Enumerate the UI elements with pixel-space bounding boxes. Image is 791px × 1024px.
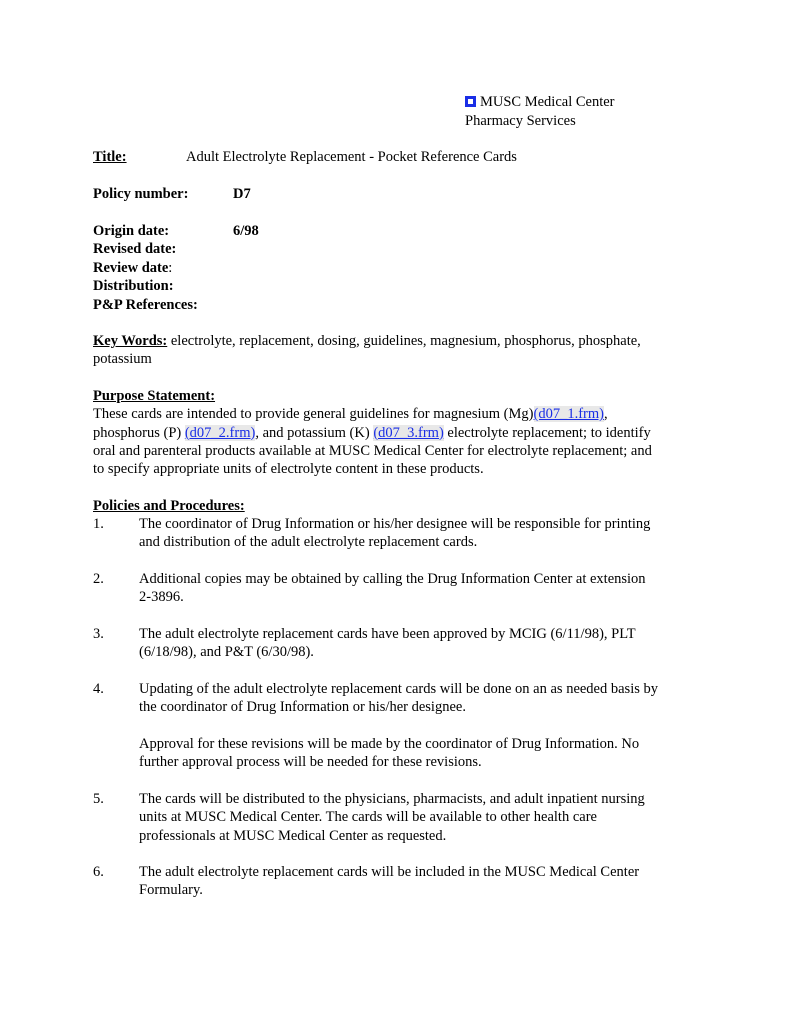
letterhead-org-line [465,93,615,112]
list-item-line: 2-3896. [139,589,184,606]
key-words-line-2: potassium [93,351,152,368]
key-words-label: Key Words: [93,333,168,349]
purpose-line-3: oral and parenteral products available at MUSC Medical Center for electrolyte replacement; and [93,442,652,459]
list-item [93,790,693,845]
list-item [93,515,693,552]
list-item-number: 1. [93,516,104,532]
list-item [93,863,693,900]
list-item-line: Approval for these revisions will be made by the coordinator of Drug Information. No [139,735,640,752]
phosphorus-card-link[interactable]: (d07_2.frm) [184,424,256,441]
policy-number-row [93,185,251,204]
purpose-line-2 [93,424,693,442]
list-item-line: Additional copies may be obtained by calling the Drug Information Center at extension [139,571,646,587]
list-item-line: the coordinator of Drug Information or his/her designee. [139,699,466,716]
org-name: MUSC Medical Center [480,94,615,110]
review-date-colon: : [168,260,173,276]
list-item-number: 5. [93,791,104,807]
origin-date-row [93,222,259,241]
policy-number-label: Policy number: [93,186,189,202]
list-item-text [139,515,692,552]
list-item-text [139,625,692,662]
key-words-section [93,332,693,369]
list-item-text [139,570,692,607]
list-item-number: 4. [93,681,104,697]
list-item-number: 3. [93,626,104,642]
list-item [93,680,693,771]
list-item-line: The adult electrolyte replacement cards will be included in the MUSC Medical Center [139,864,640,880]
key-words-line-1 [93,332,693,350]
letterhead [465,93,615,131]
purpose-line-1 [93,405,693,423]
list-item-line: units at MUSC Medical Center. The cards will be available to other health care [139,809,597,826]
list-item-text [139,790,692,845]
purpose-text: These cards are intended to provide general guidelines for magnesium (Mg) [93,406,534,423]
list-item-line: Formulary. [139,882,203,899]
key-words-text: electrolyte, replacement, dosing, guidelines, magnesium, phosphorus, phosphate, [167,333,641,349]
magnesium-card-link[interactable]: (d07_1.frm) [533,406,604,423]
revised-date-label: Revised date: [93,241,177,257]
list-item-line: and distribution of the adult electrolyte replacement cards. [139,534,478,551]
list-item-text [139,863,692,900]
distribution-label: Distribution: [93,278,174,294]
title-label: Title: [93,149,127,165]
origin-date-value: 6/98 [233,223,259,239]
list-item-line: The cards will be distributed to the physicians, pharmacists, and adult inpatient nursing [139,791,645,807]
list-item [93,570,693,607]
title-row [93,148,517,167]
list-item-text [139,680,692,771]
policy-number-value: D7 [233,186,251,202]
list-item [93,625,693,662]
dept-name: Pharmacy Services [465,113,576,129]
list-item-line: further approval process will be needed for these revisions. [139,754,482,771]
purpose-text: , [603,406,608,423]
purpose-section [93,387,693,478]
list-item-line: professionals at MUSC Medical Center as requested. [139,827,447,844]
musc-logo-icon [465,96,476,107]
pp-references-label: P&P References: [93,297,198,313]
purpose-heading: Purpose Statement: [93,388,216,404]
policies-heading: Policies and Procedures: [93,498,245,514]
origin-date-label: Origin date: [93,223,170,239]
list-item-number: 2. [93,571,104,587]
purpose-text: phosphorus (P) [93,424,185,441]
list-item-line: Updating of the adult electrolyte replacement cards will be done on an as needed basis by [139,681,658,697]
review-date-label: Review date [93,260,169,276]
title-value: Adult Electrolyte Replacement - Pocket Reference Cards [186,149,517,165]
potassium-card-link[interactable]: (d07_3.frm) [373,424,444,441]
list-item-number: 6. [93,864,104,880]
purpose-text: , and potassium (K) [255,424,374,441]
purpose-text: electrolyte replacement; to identify [443,424,651,441]
list-item-line: The adult electrolyte replacement cards have been approved by MCIG (6/11/98), PLT [139,626,636,642]
purpose-line-4: to specify appropriate units of electrolyte content in these products. [93,461,484,478]
list-item-line: (6/18/98), and P&T (6/30/98). [139,644,314,661]
list-item-line: The coordinator of Drug Information or his/her designee will be responsible for printing [139,516,651,532]
review-date-row [93,259,172,278]
